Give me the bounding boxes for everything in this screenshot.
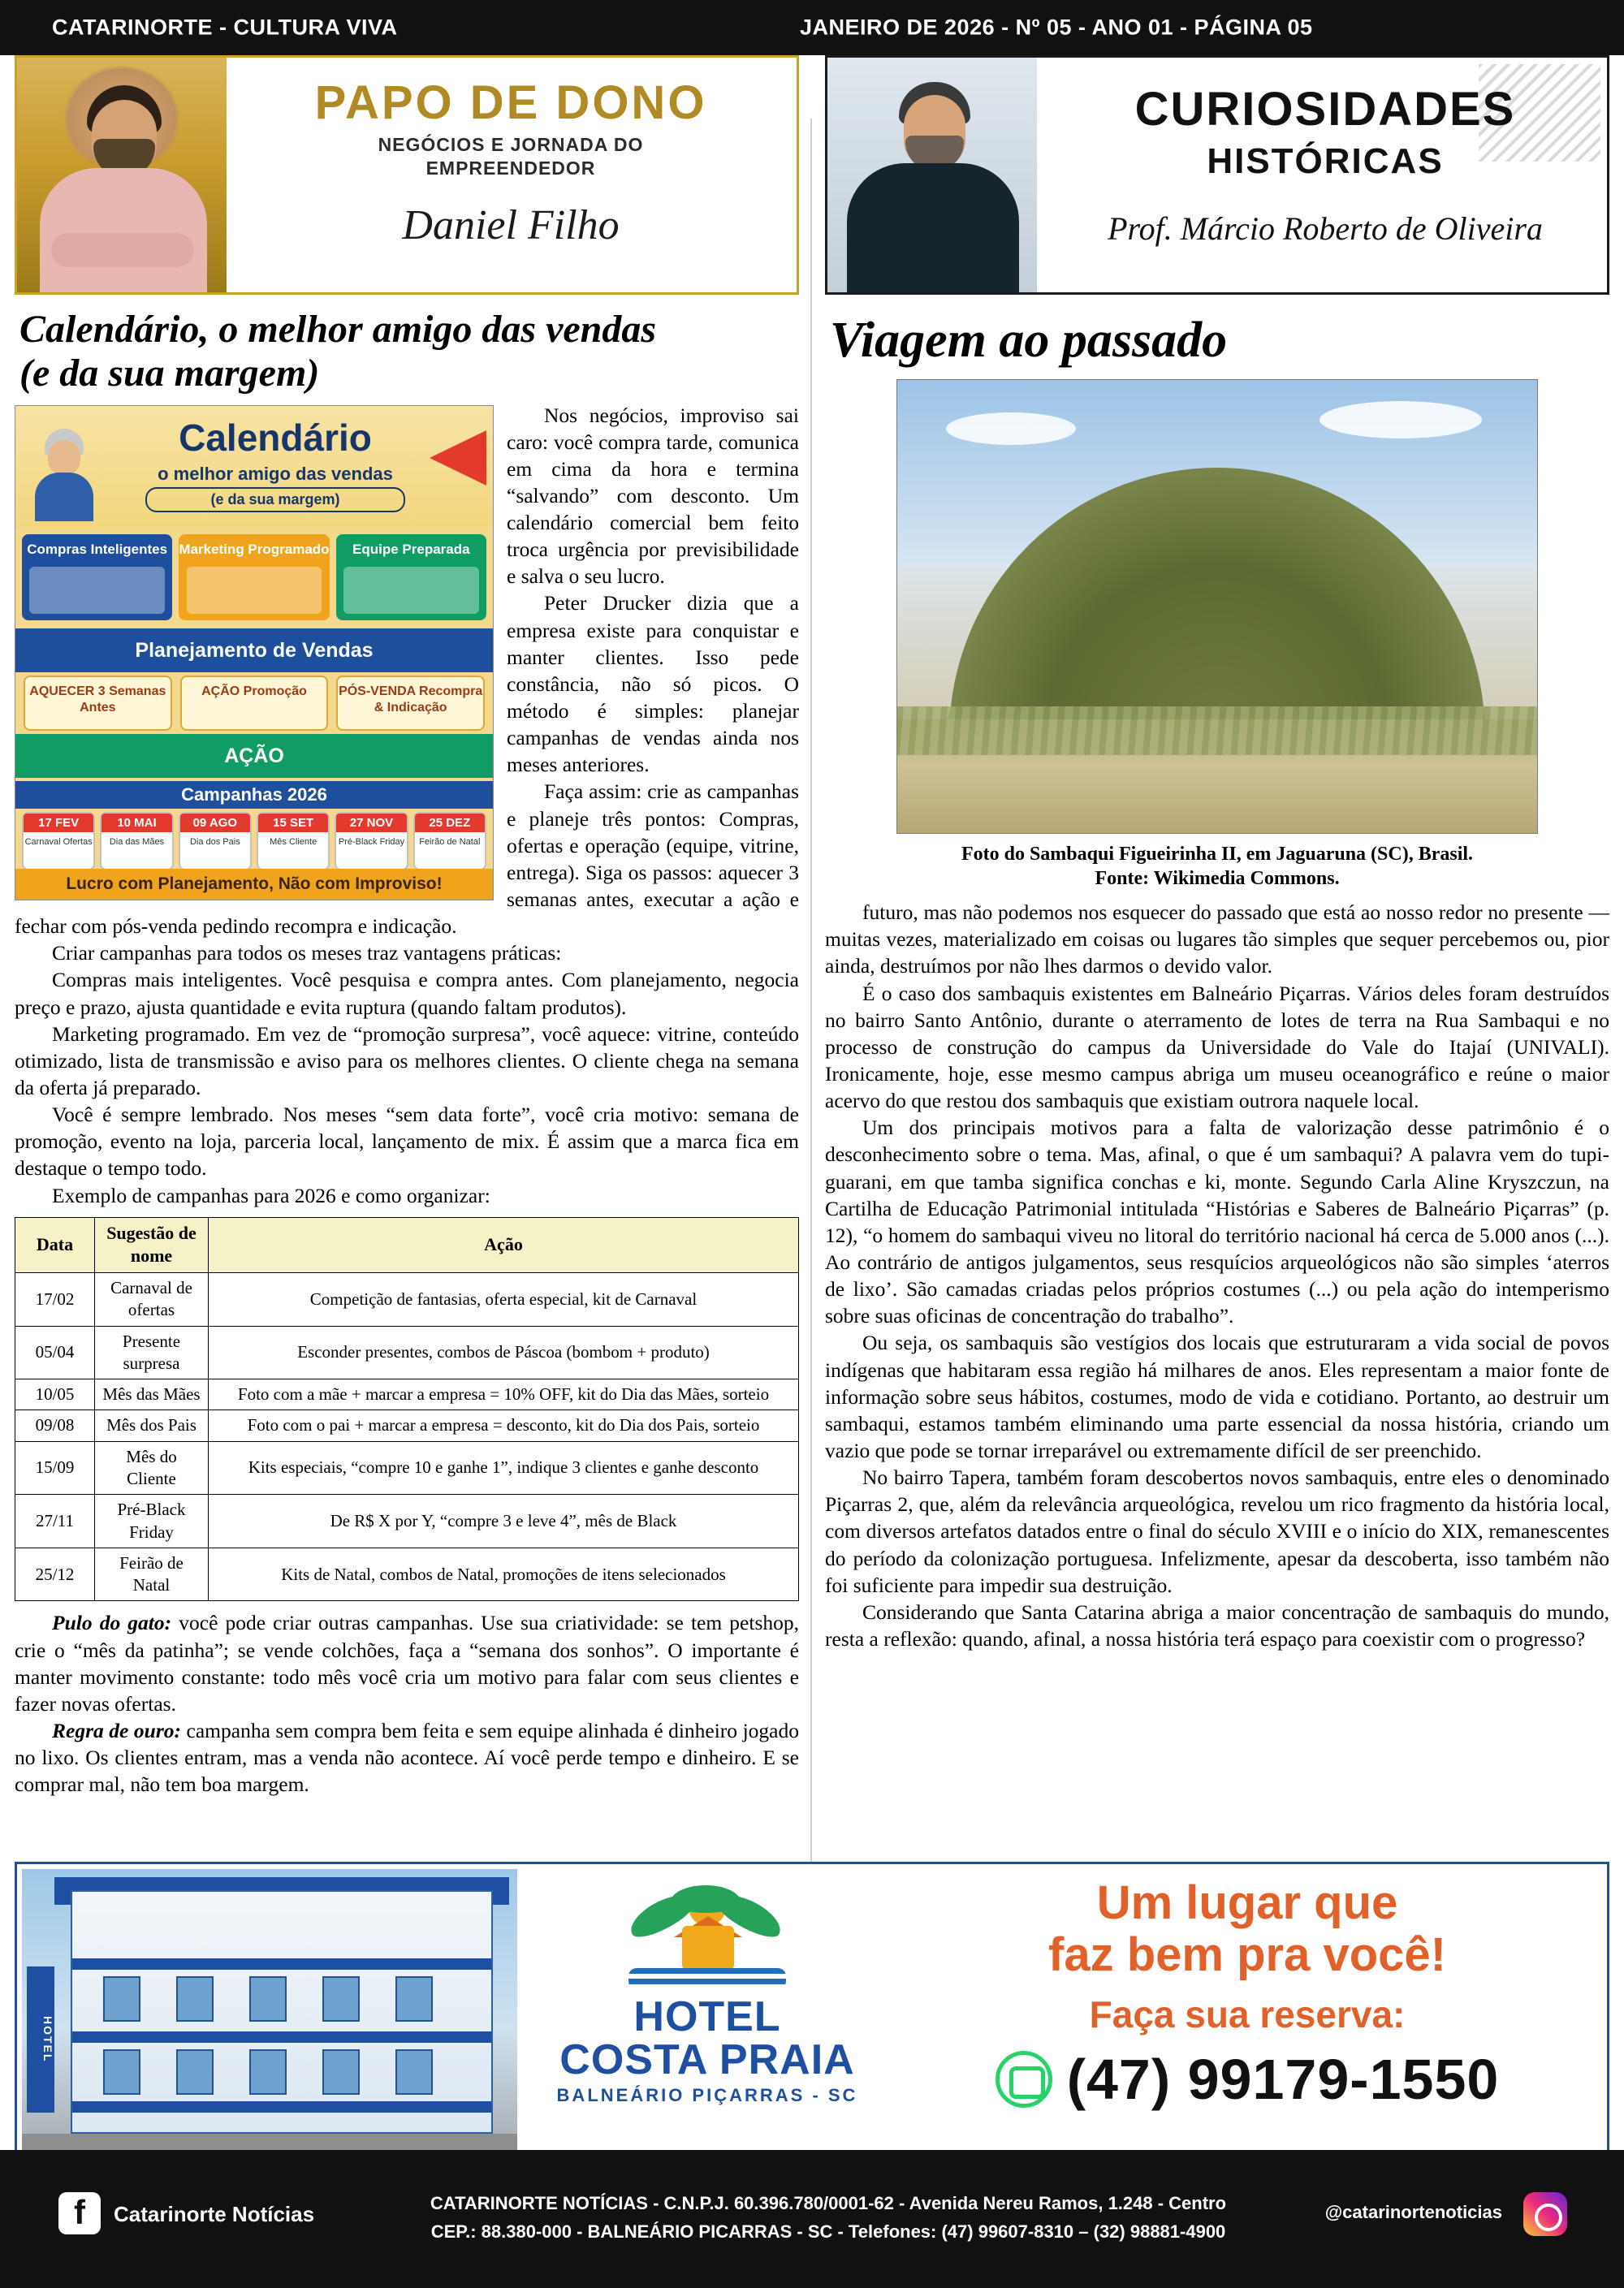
table-cell-date: 17/02: [15, 1272, 95, 1326]
banner-subtitle-line2: EMPREENDEDOR: [425, 157, 596, 179]
ad-copy: [894, 1877, 1600, 2112]
advertisement-hotel-costa-praia[interactable]: [15, 1862, 1609, 2195]
closing-paragraph: [15, 1609, 799, 1717]
paragraph: Considerando que Santa Catarina abriga a maior concentração de sambaquis do mundo, resta a reflexão: quando, afinal, a nossa história terá espaço para coexistir com o progresso?: [825, 1599, 1609, 1651]
figure-subtitle-2: (e da sua margem): [145, 487, 405, 512]
figure-date-item: [100, 812, 173, 870]
table-cell-name: Mês das Mães: [95, 1379, 209, 1410]
ad-slogan-line-2: faz bem pra você!: [1048, 1928, 1446, 1981]
paragraph: Compras mais inteligentes. Você pesquisa e compra antes. Com planejamento, negocia preço e prazo, ajusta quantidade e evita ruptura (quando faltam produtos).: [15, 968, 799, 1019]
table-row: [15, 1410, 799, 1441]
hotel-vertical-sign: HOTEL: [27, 1966, 54, 2113]
page-footer: [0, 2150, 1624, 2288]
table-cell-action: Foto com o pai + marcar a empresa = desconto, kit do Dia dos Pais, sorteio: [209, 1410, 799, 1441]
figure-title: Calendário: [179, 416, 372, 459]
hotel-city: BALNEÁRIO PIÇARRAS - SC: [556, 2085, 858, 2106]
paragraph: Exemplo de campanhas para 2026 e como organizar:: [52, 1183, 490, 1207]
closing-text: campanha sem compra bem feita e sem equipe alinhada é dinheiro jogado no lixo. Os clientes entram, mas a venda não acontece. Aí você perde tempo e dinheiro. E se comprar mal, não tem boa margem.: [15, 1719, 799, 1797]
table-cell-name: Carnaval de ofertas: [95, 1272, 209, 1326]
paragraph: Ou seja, os sambaquis são vestígios dos locais que estruturaram a vida social de povos indígenas que habitaram essa região há milhares de anos. Eles representam a maior fonte de informação sobre seus hábitos, costumes, modo de vida e cotidiano. Portanto, ao destruir um sambaqui, estamos também eliminando uma parte essencial da nossa história, criando um vazio que pode se tornar irreparável ou extremamente difícil de ser preenchido.: [825, 1331, 1609, 1462]
article-body-left: [15, 402, 799, 1798]
date-label: Carnaval Ofertas: [24, 837, 93, 847]
date-value: 17 FEV: [24, 814, 93, 833]
closing-paragraph: [15, 1717, 799, 1798]
columnist-photo-marcio-oliveira: [827, 58, 1037, 292]
table-header-cell: Data: [15, 1217, 95, 1272]
article-headline-right: Viagem ao passado: [830, 313, 1228, 368]
campaign-table: [15, 1217, 799, 1602]
date-value: 09 AGO: [180, 814, 250, 833]
figure-date-item: [22, 812, 95, 870]
figure-step: AÇÃO Promoção: [180, 676, 329, 731]
chip-label: Marketing Programado: [179, 541, 330, 557]
chip-label: Equipe Preparada: [352, 541, 470, 557]
table-cell-date: 09/08: [15, 1410, 95, 1441]
figure-date-item: [179, 812, 252, 870]
hotel-name-line-2: COSTA PRAIA: [559, 2036, 855, 2084]
date-label: Mês Cliente: [270, 837, 317, 847]
table-cell-name: Mês dos Pais: [95, 1410, 209, 1441]
table-header-row: [15, 1217, 799, 1272]
banner-signature: Daniel Filho: [402, 201, 620, 248]
banner-title: PAPO DE DONO: [314, 76, 707, 129]
table-cell-action: Esconder presentes, combos de Páscoa (bombom + produto): [209, 1326, 799, 1379]
table-cell-action: Competição de fantasias, oferta especial, kit de Carnaval: [209, 1272, 799, 1326]
banner-signature: Prof. Márcio Roberto de Oliveira: [1108, 210, 1543, 247]
paragraph: Marketing programado. Em vez de “promoção surpresa”, você aquece: vitrine, conteúdo otimizado, lista de transmissão e aviso para os melhores clientes. O cliente chega na semana da oferta já preparado.: [15, 1021, 799, 1100]
ad-slogan-line-1: Um lugar que: [1096, 1876, 1398, 1929]
figure-steps: [15, 676, 493, 731]
paragraph: É o caso dos sambaquis existentes em Balneário Piçarras. Vários deles foram destruídos no bairro Santo Antônio, durante o aterramento de lotes de terra na Rua Sambaqui e no processo de construção do campus da Universidade do Vale do Itajaí (UNIVALI). Ironicamente, hoje, esse mesmo campus abriga um museu oceanográfico e reúne o maior acervo do que restou dos sambaquis que existiam outrora naquele local.: [825, 981, 1609, 1113]
footer-contact-info: [382, 2189, 1275, 2246]
facebook-icon[interactable]: f: [58, 2192, 101, 2234]
whatsapp-icon[interactable]: [996, 2051, 1052, 2108]
article-body-right: [825, 899, 1609, 1652]
figure-date-item: [257, 812, 330, 870]
paragraph: Criar campanhas para todos os meses traz vantagens práticas:: [52, 941, 562, 965]
left-column: [15, 55, 799, 1798]
date-value: 25 DEZ: [415, 814, 485, 833]
figure-band-planning: Planejamento de Vendas: [15, 628, 493, 672]
banner-title: CURIOSIDADES: [1134, 83, 1516, 136]
figure-chips: [15, 529, 493, 625]
right-column: [825, 55, 1609, 1652]
ad-hotel-photo: [22, 1869, 517, 2187]
date-label: Pré-Black Friday: [338, 837, 405, 847]
masthead-left: CATARINORTE - CULTURA VIVA: [52, 15, 398, 40]
table-cell-date: 15/09: [15, 1441, 95, 1495]
date-label: Dia dos Pais: [189, 837, 240, 847]
chip-label: Compras Inteligentes: [27, 541, 168, 557]
footer-line-2: CEP.: 88.380-000 - BALNEÁRIO PICARRAS - SC - Telefones: (47) 99607-8310 – (32) 98881-4900: [430, 2221, 1226, 2243]
table-header-cell: Ação: [209, 1217, 799, 1272]
facebook-handle[interactable]: Catarinorte Notícias: [114, 2202, 315, 2226]
paragraph: No bairro Tapera, também foram descobertos novos sambaquis, entre eles o denominado Piçarras 2, que, além da relevância arqueológica, revelou um rico fragmento da história local, com diversos artefatos datados entre o final do século XVIII e o início do XIX, remanescentes do período da colonização portuguesa. Infelizmente, apesar da descoberta, isso também não foi suficiente para impedir sua destruição.: [825, 1466, 1609, 1597]
closing-text: você pode criar outras campanhas. Use sua criatividade: se tem petshop, crie o “mês da patinha”; se vende colchões, faça a “semana dos sonhos”. O importante é manter movimento constante: todo mês você cria um motivo para falar com seus clientes e fazer novas ofertas.: [15, 1611, 799, 1716]
table-row: [15, 1326, 799, 1379]
table-cell-action: Foto com a mãe + marcar a empresa = 10% OFF, kit do Dia das Mães, sorteio: [209, 1379, 799, 1410]
date-value: 10 MAI: [102, 814, 171, 833]
table-cell-date: 27/11: [15, 1495, 95, 1548]
date-label: Feirão de Natal: [419, 837, 481, 847]
columnist-banner-papo-de-dono: [15, 55, 799, 295]
figure-chip: [179, 534, 329, 620]
illustration-person: [24, 425, 105, 523]
closing-lead: Pulo do gato:: [52, 1611, 172, 1635]
palm-house-logo-icon: [614, 1884, 801, 1989]
columnist-banner-curiosidades: [825, 55, 1609, 295]
paragraph: Nos negócios, improviso sai caro: você compra tarde, comunica em cima da hora e termina “salvando” com desconto. Um calendário comercial bem feito troca urgência por previsibilidade e salva o seu lucro.: [507, 403, 799, 589]
columnist-photo-daniel-filho: [17, 58, 227, 292]
table-row: [15, 1272, 799, 1326]
date-value: 15 SET: [258, 814, 328, 833]
ad-cta: Faça sua reserva:: [1089, 1992, 1406, 2035]
figure-footer-slogan: Lucro com Planejamento, Não com Improviso!: [15, 869, 493, 900]
table-cell-action: Kits de Natal, combos de Natal, promoções de itens selecionados: [209, 1548, 799, 1601]
figure-band-action: AÇÃO: [15, 734, 493, 778]
table-cell-action: Kits especiais, “compre 10 e ganhe 1”, indique 3 clientes e ganhe desconto: [209, 1441, 799, 1495]
paragraph: Você é sempre lembrado. Nos meses “sem data forte”, você cria motivo: semana de promoção, evento na loja, parceria local, lançamento de mix. É assim que a marca fica em destaque o tempo todo.: [15, 1103, 799, 1181]
figure-step: AQUECER 3 Semanas Antes: [24, 676, 172, 731]
table-cell-name: Feirão de Natal: [95, 1548, 209, 1601]
waves-icon: [628, 1968, 786, 1989]
paragraph: Peter Drucker dizia que a empresa existe para conquistar e manter clientes. Isso pede constância, não só picos. O método é simples: planejar campanhas de vendas ainda nos meses anteriores.: [507, 591, 799, 777]
article-photo-sambaqui: [896, 379, 1538, 834]
photo-caption-line-2: Fonte: Wikimedia Commons.: [1095, 868, 1340, 890]
figure-date-item: [335, 812, 408, 870]
calendar-infographic: [15, 405, 494, 900]
paragraph: Um dos principais motivos para a falta de valorização desse patrimônio é o desconhecimento sobre o tema. Mas, afinal, o que é um sambaqui? A palavra vem do tupi-guarani, em que tamba significa conchas e ki, monte. Segundo Carla Aline Kryszczun, na Cartilha de Educação Patrimonial intitulada “Histórias e Saberes de Balneário Piçarras” (p. 12), “o homem do sambaqui viveu no litoral do território nacional há cerca de 5.000 anos (...). Ao contrário de antigos julgamentos, seus resquícios arqueológicos não são simples ‘aterros de lixo’. São camadas criadas pelos próprios costumes (...) ou pela ação do intemperismo sobre suas oficinas de concentração do trabalho”.: [825, 1116, 1609, 1328]
figure-subtitle: o melhor amigo das vendas: [158, 463, 393, 484]
paragraph: Faça assim: crie as campanhas e planeje três pontos: Compras, ofertas e operação (equipe, vitrine, entrega). Siga os passos: aquecer 3 semanas antes, executar a ação e fechar com pós-venda pedindo recompra e indicação.: [15, 779, 799, 939]
banner-title-2: HISTÓRICAS: [1207, 141, 1444, 181]
article-headline-left: [19, 308, 799, 395]
column-divider: [810, 119, 812, 1929]
instagram-handle[interactable]: @catarinortenoticias: [1324, 2202, 1502, 2222]
masthead-right: JANEIRO DE 2026 - Nº 05 - ANO 01 - PÁGINA 05: [800, 15, 1313, 40]
headline-line-1: Calendário, o melhor amigo das vendas: [19, 308, 657, 351]
table-row: [15, 1548, 799, 1601]
photo-caption: [825, 842, 1609, 891]
figure-step: PÓS-VENDA Recompra & Indicação: [336, 676, 485, 731]
date-value: 27 NOV: [336, 814, 406, 833]
banner-subtitle-line1: NEGÓCIOS E JORNADA DO: [378, 134, 644, 155]
table-cell-name: Mês do Cliente: [95, 1441, 209, 1495]
figure-chip: [336, 534, 486, 620]
ad-phone-number[interactable]: (47) 99179-1550: [1066, 2047, 1500, 2111]
paragraph: futuro, mas não podemos nos esquecer do passado que está ao nosso redor no presente — muitas vezes, materializado em coisas ou lugares tão simples que sequer percebemos ou, pior ainda, destruímos por não lhes darmos o devido valor.: [825, 900, 1609, 978]
date-label: Dia das Mães: [109, 837, 165, 847]
table-cell-name: Presente surpresa: [95, 1326, 209, 1379]
table-cell-date: 10/05: [15, 1379, 95, 1410]
photo-caption-line-1: Foto do Sambaqui Figueirinha II, em Jaguaruna (SC), Brasil.: [961, 844, 1474, 866]
table-cell-date: 25/12: [15, 1548, 95, 1601]
table-cell-name: Pré-Black Friday: [95, 1495, 209, 1548]
table-cell-date: 05/04: [15, 1326, 95, 1379]
table-header-cell: Sugestão de nome: [95, 1217, 209, 1272]
figure-date-item: [413, 812, 486, 870]
table-row: [15, 1379, 799, 1410]
instagram-icon[interactable]: [1523, 2192, 1567, 2236]
table-cell-action: De R$ X por Y, “compre 3 e leve 4”, mês de Black: [209, 1495, 799, 1548]
footer-line-1: CATARINORTE NOTÍCIAS - C.N.P.J. 60.396.780/0001-62 - Avenida Nereu Ramos, 1.248 - Centro: [430, 2193, 1227, 2213]
figure-chip: [22, 534, 172, 620]
hotel-name-line-1: HOTEL: [633, 1993, 781, 2040]
page-canvas: [0, 55, 1624, 2288]
figure-date-list: [15, 812, 493, 870]
page-header-bar: [0, 0, 1624, 55]
closing-lead: Regra de ouro:: [52, 1719, 181, 1743]
table-row: [15, 1495, 799, 1548]
headline-line-2: (e da sua margem): [19, 351, 320, 395]
table-row: [15, 1441, 799, 1495]
figure-campaigns-label: Campanhas 2026: [15, 781, 493, 809]
ad-hotel-logo: [537, 1884, 878, 2106]
